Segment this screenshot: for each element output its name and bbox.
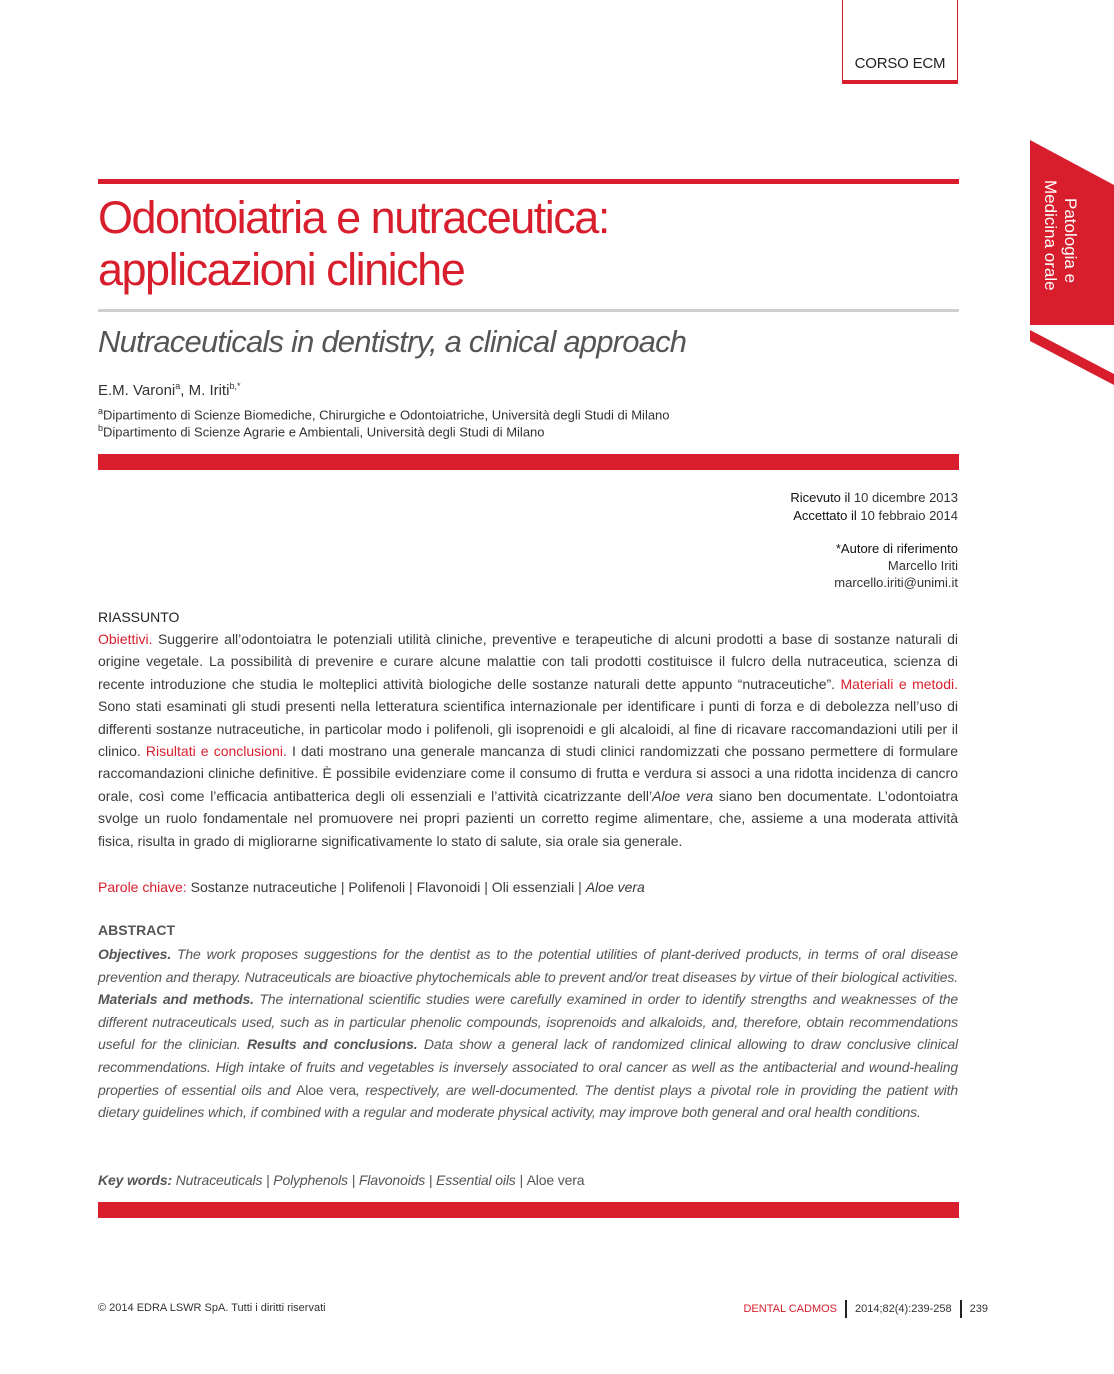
abstract-aloe-vera: Aloe vera [296, 1081, 356, 1098]
corresponding-email[interactable]: marcello.iriti@unimi.it [834, 575, 958, 590]
citation: 2014;82(4):239-258 [855, 1303, 952, 1315]
abstract-results-label: Results and conclusions. [247, 1036, 418, 1053]
abstract-methods-label: Materials and methods. [98, 991, 254, 1008]
section-header-box [842, 0, 958, 84]
riassunto-aloe-vera: Aloe vera [652, 787, 714, 804]
corresponding-label: *Autore di riferimento [835, 541, 958, 556]
riassunto-body [98, 628, 958, 852]
riassunto-risultati-label: Risultati e conclusioni. [145, 743, 287, 760]
key-words-terms: Nutraceuticals | Polyphenols | Flavonoids | Essential oils | [171, 1172, 527, 1188]
accepted-label: Accettato il [793, 508, 857, 523]
riassunto-heading: RIASSUNTO [98, 609, 180, 625]
abstract-objectives-label: Objectives. [98, 946, 172, 962]
parole-chiave-aloe: Aloe vera [585, 879, 645, 895]
footer-separator [960, 1300, 962, 1318]
author-affil-sup: b,* [229, 381, 241, 391]
title-top-rule [98, 179, 959, 184]
article-subtitle: Nutraceuticals in dentistry, a clinical approach [98, 324, 687, 359]
key-words-aloe: Aloe vera [526, 1172, 585, 1188]
key-words-label: Key words: [98, 1172, 172, 1188]
abstract-objectives-text: The work proposes suggestions for the dentist as to the potential utilities of plant-derived products, in terms of oral disease prevention and therapy. Nutraceuticals are bioactive phytochemicals able to prevent and/or treat diseases by virtue of their biological activities. [98, 946, 958, 985]
riassunto-risultati-text: I dati mostrano una generale mancanza di studi clinici randomizzati che possano permettere di formulare raccomandazioni cliniche definitive. È possibile evidenziare come il consumo di frutta e verdura si associ a una ridotta incidenza di cancro orale, così come l’efficacia antibatterica degli oli essenziali e l’attività cicatrizzante dell’ [98, 743, 958, 804]
footer-divider-bar [98, 1202, 959, 1218]
header-divider-bar [98, 454, 959, 470]
parole-chiave-label: Parole chiave: [98, 879, 187, 895]
accepted-value: 10 febbraio 2014 [860, 508, 958, 523]
category-line-2: Medicina orale [1041, 180, 1060, 291]
affiliation-sup: a [98, 406, 104, 416]
author-separator: , [180, 382, 189, 399]
riassunto-obiettivi-label: Obiettivi. [98, 631, 153, 647]
abstract-methods-text: The international scientific studies were carefully examined in order to identify strengths and weaknesses of the different nutraceuticals used, such as in particular phenolic compounds, isoprenoids and alkaloids, and, therefore, obtain recommendations useful for the clinician. [98, 991, 958, 1053]
page-number: 239 [969, 1303, 988, 1315]
article-title [98, 192, 958, 296]
title-line-2: applicazioni cliniche [98, 244, 465, 295]
author-list [98, 381, 240, 399]
category-tab-text [1034, 180, 1114, 320]
abstract-heading: ABSTRACT [98, 922, 175, 938]
received-date [790, 490, 958, 505]
category-tab-stripe [1030, 330, 1114, 385]
section-label: CORSO ECM [854, 55, 946, 72]
journal-citation [743, 1300, 988, 1318]
abstract-results-text-end: , respectively, are well-documented. The dentist plays a pivotal role in providing the patient with dietary guidelines which, if combined with a regular and moderate physical activity, may improve both general and oral health conditions. [98, 1081, 958, 1121]
affiliation-b [98, 423, 545, 439]
author-name: E.M. Varoni [98, 382, 176, 399]
received-value: 10 dicembre 2013 [853, 490, 958, 505]
riassunto-obiettivi-text: Suggerire all’odontoiatra le potenziali utilità cliniche, preventive e terapeutiche di alcuni prodotti a base di sostanze naturali di origine vegetale. La possibilità di prevenire e curare alcune malattie con tali prodotti costituisce il fulcro della nutraceutica, scienza di recente introduzione che studia le molteplici attività biologiche delle sostanze naturali dette appunto “nutraceutiche”. [98, 631, 958, 692]
author-affil-sup: a [175, 381, 181, 391]
accepted-date [793, 508, 958, 523]
title-line-1: Odontoiatria e nutraceutica: [98, 192, 609, 243]
journal-name: DENTAL CADMOS [743, 1303, 837, 1315]
author-name: M. Iriti [188, 382, 230, 399]
affiliation-text: Dipartimento di Scienze Biomediche, Chirurgiche e Odontoiatriche, Università degli Studi di Milano [103, 407, 670, 423]
riassunto-metodi-text: Sono stati esaminati gli studi presenti nella letteratura scientifica internazionale per identificare i punti di forza e di debolezza nell’uso di differenti sostanze nutraceutiche, in particolar modo i polifenoli, gli isoprenoidi e gli alcaloidi, al fine di ricavare raccomandazioni utili per il clinico. [98, 698, 958, 760]
abstract-body [98, 943, 958, 1124]
riassunto-metodi-label: Materiali e metodi. [840, 675, 958, 692]
parole-chiave-terms: Sostanze nutraceutiche | Polifenoli | Flavonoidi | Oli essenziali | [186, 879, 586, 895]
received-label: Ricevuto il [790, 490, 851, 505]
affiliation-a [98, 406, 670, 422]
footer-separator [845, 1300, 847, 1318]
key-words [98, 1169, 958, 1192]
affiliation-text: Dipartimento di Scienze Agrarie e Ambientali, Università degli Studi di Milano [103, 424, 545, 440]
copyright: © 2014 EDRA LSWR SpA. Tutti i diritti riservati [98, 1302, 326, 1314]
corresponding-name: Marcello Iriti [887, 558, 958, 573]
category-line-1: Patologia e [1061, 198, 1080, 284]
abstract-results-text: Data show a general lack of randomized clinical allowing to draw conclusive clinical recommendations. High intake of fruits and vegetables is inversely associated to oral cancer as well as the antibacterial and wound-healing properties of essential oils and [98, 1036, 958, 1098]
parole-chiave [98, 876, 958, 898]
affiliation-sup: b [98, 423, 104, 433]
riassunto-risultati-text-end: siano ben documentate. L’odontoiatra svolge un ruolo fondamentale nel promuovere nei propri pazienti un corretto regime alimentare, che, assieme a una moderata attività fisica, risulta in grado di migliorarne significativamente lo stato di salute, sia orale sia generale. [98, 787, 958, 849]
title-bottom-rule [98, 309, 959, 312]
